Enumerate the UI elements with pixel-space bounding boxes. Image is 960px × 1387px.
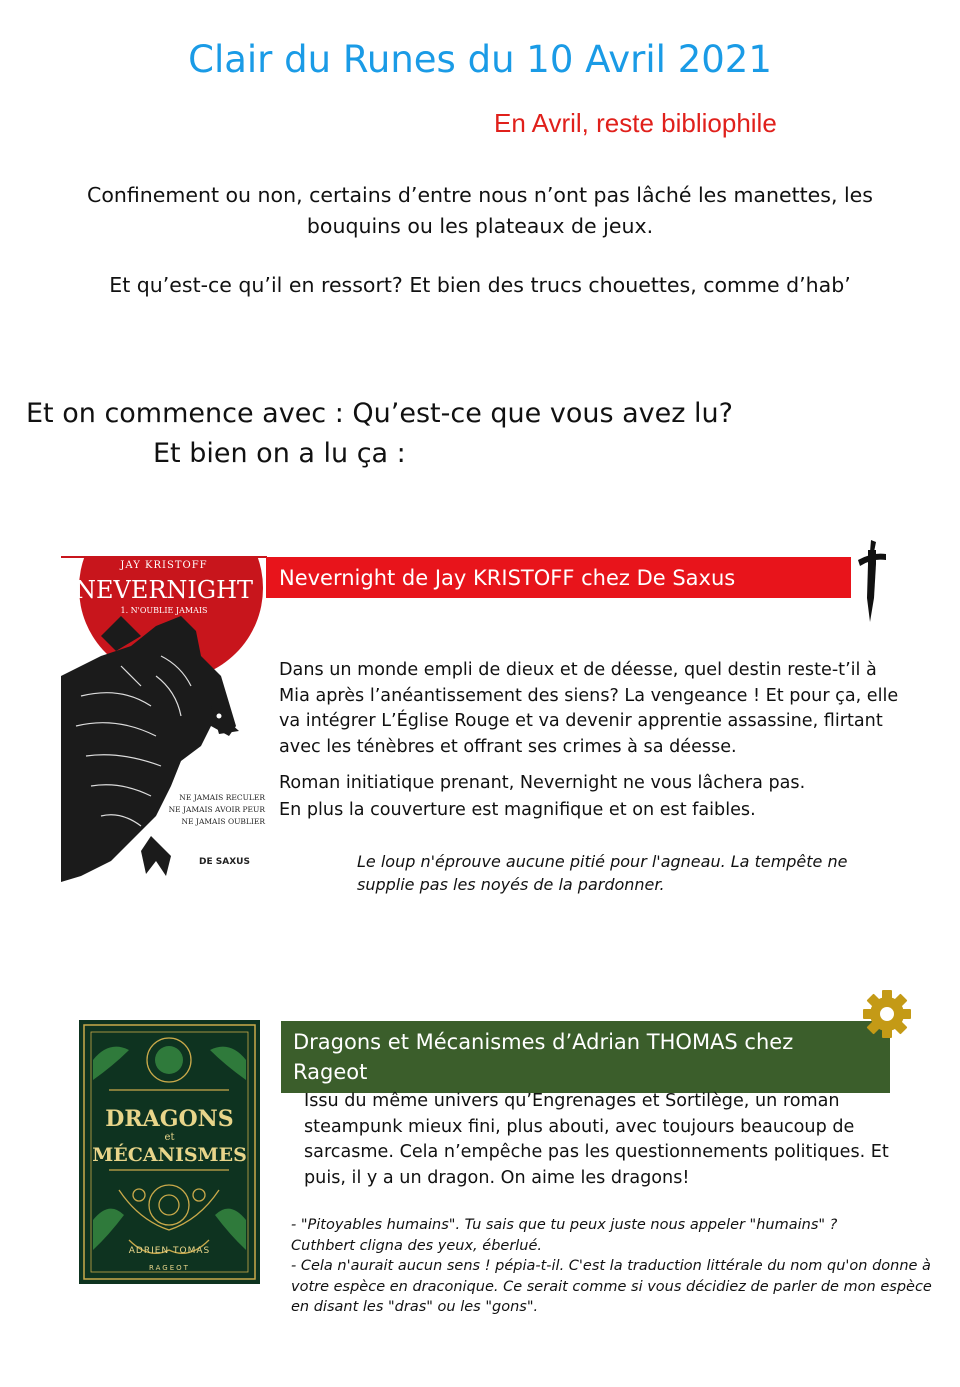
dragons-quote bbox=[291, 1215, 946, 1318]
nevernight-cover-art bbox=[61, 556, 267, 882]
nevernight-cover bbox=[61, 556, 267, 882]
section-heading-line-2: Et bien on a lu ça : bbox=[153, 438, 406, 469]
page-title: Clair du Runes du 10 Avril 2021 bbox=[188, 38, 772, 81]
dragons-heading-bar bbox=[281, 1021, 890, 1093]
nevernight-heading-bar bbox=[266, 557, 851, 598]
nevernight-opinion: Roman initiatique prenant, Nevernight ne vous lâchera pas. bbox=[279, 773, 806, 793]
dragons-heading: Dragons et Mécanismes d’Adrian THOMAS chez Rageot bbox=[293, 1030, 794, 1084]
dragons-quote-line-1: - "Pitoyables humains". Tu sais que tu peux juste nous appeler "humains" ? bbox=[291, 1217, 838, 1233]
dragons-quote-line-2: Cuthbert cligna des yeux, éberlué. bbox=[291, 1237, 543, 1254]
page-subtitle: En Avril, reste bibliophile bbox=[494, 108, 777, 138]
dragons-cover-title-2: et bbox=[164, 1132, 175, 1143]
nevernight-cover-author: JAY KRISTOFF bbox=[120, 560, 208, 571]
gear-icon bbox=[861, 988, 913, 1040]
nevernight-quote: Le loup n'éprouve aucune pitié pour l'agneau. La tempête ne supplie pas les noyés de la pardonner. bbox=[357, 852, 848, 894]
nevernight-cover-subtitle: 1. N'OUBLIE JAMAIS bbox=[120, 606, 208, 615]
intro-paragraph-2: Et qu’est-ce qu’il en ressort? Et bien des trucs chouettes, comme d’hab’ bbox=[109, 273, 851, 297]
nevernight-cover-publisher: DE SAXUS bbox=[199, 857, 250, 867]
dragons-cover-title-3: MÉCANISMES bbox=[92, 1144, 247, 1166]
nevernight-cover-remark: En plus la couverture est magnifique et on est faibles. bbox=[279, 800, 756, 820]
intro-paragraph-1: Confinement ou non, certains d’entre nous n’ont pas lâché les manettes, les bouquins ou les plateaux de jeux. bbox=[87, 183, 873, 238]
dragons-quote-line-3: - Cela n'aurait aucun sens ! pépia-t-il. C'est la traduction littérale du nom qu'on donne à votre espèce en draconique. Ce serait comme si vous décidiez de parler de mon espèce en disant les "dras" ou les "gons". bbox=[291, 1258, 932, 1316]
dragons-summary: Issu du même univers qu’Engrenages et Sortilège, un roman steampunk mieux fini, plus abouti, avec toujours beaucoup de sarcasme. Cela n’empêche pas les questionnements politiques. Et puis, il y a un dragon. On aime les dragons! bbox=[304, 1091, 889, 1188]
section-heading-line-1: Et on commence avec : Qu’est-ce que vous avez lu? bbox=[26, 398, 733, 429]
nevernight-cover-tagline: NE JAMAIS RECULER NE JAMAIS AVOIR PEUR NE JAMAIS OUBLIER bbox=[168, 793, 265, 826]
dragons-cover-author: ADRIEN TOMAS bbox=[128, 1246, 211, 1256]
nevernight-summary: Dans un monde empli de dieux et de déesse, quel destin reste-t’il à Mia après l’anéantissement des siens? La vengeance ! Et pour ça, elle va intégrer L’Église Rouge et va devenir apprentie assassine, flirtant avec les ténèbres et offrant ses crimes à sa déesse. bbox=[279, 660, 899, 757]
dragons-cover-publisher: RAGEOT bbox=[149, 1264, 190, 1272]
nevernight-heading: Nevernight de Jay KRISTOFF chez De Saxus bbox=[279, 566, 736, 590]
dagger-icon bbox=[852, 538, 892, 628]
nevernight-cover-title: NEVERNIGHT bbox=[74, 576, 254, 604]
dragons-cover bbox=[79, 1020, 260, 1284]
dragons-cover-title-1: DRAGONS bbox=[105, 1106, 234, 1132]
